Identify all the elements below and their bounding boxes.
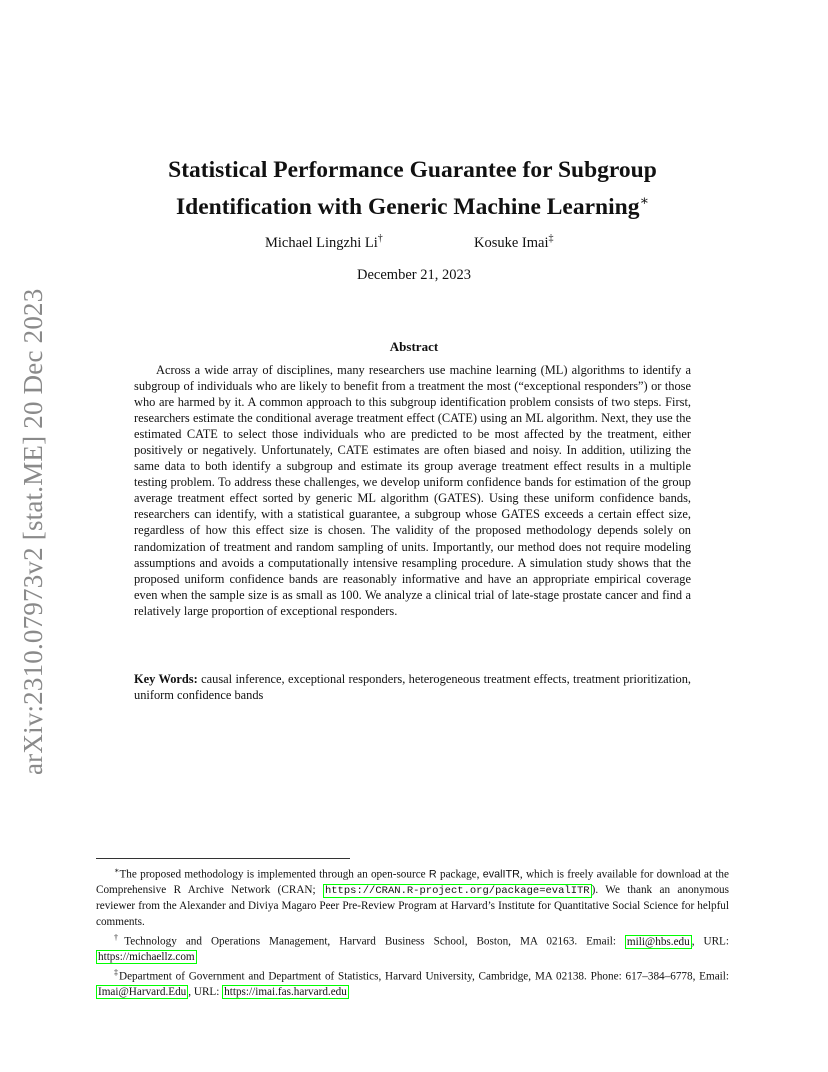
- cran-url-link[interactable]: https://CRAN.R-project.org/package=evalITR: [324, 885, 590, 898]
- keywords: [134, 671, 691, 703]
- email-link-imai[interactable]: Imai@Harvard.Edu: [98, 986, 187, 999]
- footnote-text: , URL:: [691, 935, 729, 948]
- author-2: [474, 233, 554, 252]
- footnote-2: [96, 930, 729, 965]
- author-name: Kosuke Imai: [474, 234, 549, 251]
- paper-date: December 21, 2023: [357, 267, 471, 283]
- footnote-text: , which is freely available for download at the Comprehensive R Archive Network (CRAN;: [96, 868, 729, 897]
- abstract-heading: Abstract: [389, 339, 439, 354]
- footnote-text: , URL:: [188, 986, 223, 999]
- author-footnote-mark: †: [377, 233, 383, 244]
- footnote-text: The proposed methodology is implemented through an open-source: [119, 868, 429, 881]
- url-link-imai[interactable]: https://imai.fas.harvard.edu: [224, 986, 347, 999]
- footnote-text: ). We thank an anonymous reviewer from the Alexander and Diviya Magaro Peer Pre-Review Program at Harvard’s Institute for Quantitative Social Science for helpful comments.: [96, 884, 729, 928]
- keywords-label: Key Words:: [134, 672, 198, 686]
- email-link-li[interactable]: mili@hbs.edu: [626, 935, 690, 948]
- footnotes: [96, 863, 729, 1001]
- author-name: Michael Lingzhi Li: [265, 234, 378, 251]
- footnote-mark: ‡: [114, 968, 119, 978]
- footnote-3: [96, 965, 729, 1000]
- footnote-text: package,: [436, 868, 483, 881]
- footnote-mark: †: [114, 932, 125, 942]
- footnote-text: Department of Government and Department of Statistics, Harvard University, Cambridge, MA 02138. Phone: 617–384–6778, Email:: [119, 970, 730, 983]
- paper-title-text: Statistical Performance Guarantee for Subgroup Identification with Generic Machine Learning: [168, 157, 657, 220]
- arxiv-side-stamp: arXiv:2310.07973v2 [stat.ME] 20 Dec 2023: [18, 288, 48, 775]
- author-footnote-mark: ‡: [548, 233, 554, 244]
- author-1: [265, 233, 383, 252]
- paper-title: [100, 155, 725, 223]
- r-package-name: R: [428, 868, 437, 881]
- package-name: evalITR: [482, 868, 520, 881]
- footnote-text: Technology and Operations Management, Harvard Business School, Boston, MA 02163. Email:: [124, 935, 625, 948]
- footnote-mark: ∗: [114, 866, 120, 875]
- keywords-text: causal inference, exceptional responders, heterogeneous treatment effects, treatment prioritization, uniform confidence bands: [134, 672, 691, 703]
- url-link-li[interactable]: https://michaellz.com: [98, 950, 195, 963]
- title-footnote-mark: ∗: [639, 194, 649, 209]
- footnote-1: [96, 863, 729, 930]
- footnote-divider: [96, 858, 350, 859]
- abstract-body: Across a wide array of disciplines, many researchers use machine learning (ML) algorithms to identify a subgroup of individuals who are likely to benefit from a treatment the most (“exceptional responders”) or those who are harmed by it. A common approach to this subgroup identification problem consists of two steps. First, researchers estimate the conditional average treatment effect (CATE) using an ML algorithm. Next, they use the estimated CATE to select those individuals who are predicted to be most affected by the treatment, either positively or negatively. Unfortunately, CATE estimates are often biased and noisy. In addition, utilizing the same data to both identify a subgroup and estimate its group average treatment effect results in a multiple testing problem. To address these challenges, we develop uniform confidence bands for estimation of the group average treatment effect sorted by generic ML algorithm (GATES). Using these uniform confidence bands, researchers can identify, with a statistical guarantee, a subgroup whose GATES exceeds a certain effect size, regardless of how this effect size is chosen. The validity of the proposed methodology depends solely on randomization of treatment and random sampling of units. Importantly, our method does not require modeling assumptions and avoids a computationally intensive resampling procedure. A simulation study shows that the proposed uniform confidence bands are reasonably informative and have an appropriate empirical coverage even when the sample size is as small as 100. We analyze a clinical trial of late-stage prostate cancer and find a relatively large proportion of exceptional responders.: [134, 363, 691, 618]
